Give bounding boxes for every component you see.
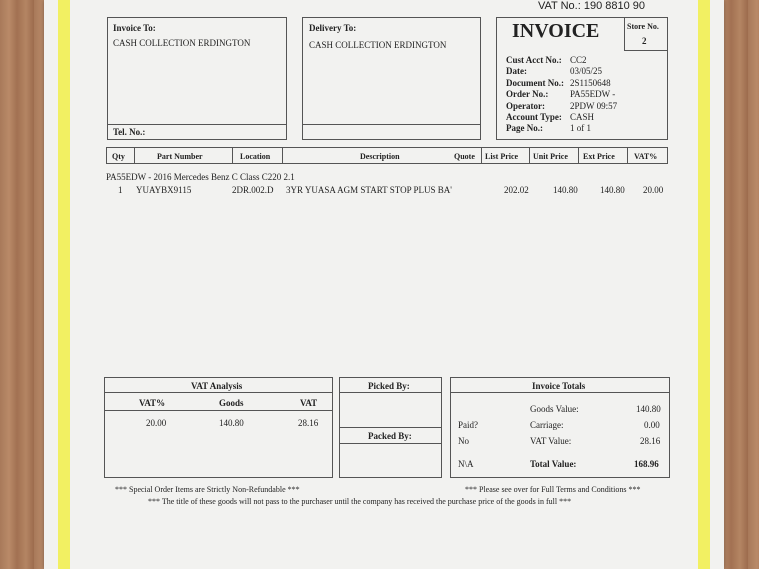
left-yellow-stripe [58,0,70,569]
item-description: 3YR YUASA AGM START STOP PLUS BA' [286,185,452,195]
col-ext-price: Ext Price [583,152,615,161]
invoice-to-divider [107,124,287,125]
vat-analysis-title: VAT Analysis [191,381,243,391]
vat-value-label: VAT Value: [530,436,572,446]
store-value: 2 [642,36,647,46]
goods-value-label: Goods Value: [530,404,579,414]
col-list-price: List Price [485,152,519,161]
delivery-to-label: Delivery To: [309,23,357,33]
totals-title-divider [450,392,670,393]
paid-label: Paid? [458,420,478,430]
detail-value-date: 03/05/25 [570,66,603,76]
na-text: N\A [458,459,474,469]
item-list-price: 202.02 [504,185,529,195]
col-divider-1 [134,147,135,164]
detail-value-order: PA55EDW - [570,89,616,99]
vat-analysis-title-divider [104,392,333,393]
col-divider-7 [627,147,628,164]
vat-analysis-vat-amount: 28.16 [298,418,319,428]
tel-label: Tel. No.: [113,127,146,137]
totals-title: Invoice Totals [532,381,586,391]
item-qty: 1 [118,185,123,195]
detail-label-order: Order No.: [506,89,549,99]
detail-label-cust: Cust Acct No.: [506,55,562,65]
col-divider-5 [529,147,530,164]
total-value-label: Total Value: [530,459,577,469]
vat-analysis-goods: 140.80 [219,418,244,428]
footer-left-note: *** Special Order Items are Strictly Non-Refundable *** [115,485,300,494]
packed-top-divider [339,427,442,428]
packed-by-label: Packed By: [368,431,412,441]
packed-divider [339,443,442,444]
vat-analysis-header-vat-amount: VAT [300,398,318,408]
vat-analysis-rate: 20.00 [146,418,167,428]
detail-label-page: Page No.: [506,123,543,133]
detail-value-document: 2S1150648 [570,78,611,88]
detail-value-page: 1 of 1 [570,123,591,133]
delivery-to-divider [302,124,481,125]
invoice-to-name: CASH COLLECTION ERDINGTON [113,38,251,48]
item-location: 2DR.002.D [232,185,274,195]
picked-by-label: Picked By: [368,381,410,391]
store-label: Store No. [627,22,659,31]
col-vat: VAT% [634,152,658,161]
paid-value: No [458,436,469,446]
vat-analysis-header-vat: VAT% [139,398,166,408]
detail-label-document: Document No.: [506,78,564,88]
detail-value-operator: 2PDW 09:57 [570,101,618,111]
detail-value-cust: CC2 [570,55,587,65]
picked-divider [339,392,442,393]
vat-number: VAT No.: 190 8810 90 [538,0,646,12]
footer-right-note: *** Please see over for Full Terms and Conditions *** [465,485,641,494]
item-part-number: YUAYBX9115 [136,185,192,195]
delivery-to-name: CASH COLLECTION ERDINGTON [309,40,447,50]
col-location: Location [240,152,271,161]
goods-value: 140.80 [636,404,661,414]
total-value: 168.96 [634,459,659,469]
col-divider-2 [232,147,233,164]
col-divider-6 [578,147,579,164]
col-divider-3 [282,147,283,164]
carriage-label: Carriage: [530,420,564,430]
delivery-to-box [302,17,481,140]
right-yellow-stripe [698,0,710,569]
footer-title-note: *** The title of these goods will not pass to the purchaser until the company has received the purchase price of the goods in full *** [148,497,572,506]
col-description: Description [360,152,400,161]
vat-analysis-header-divider [104,410,333,411]
invoice-to-box [107,17,287,140]
detail-label-operator: Operator: [506,101,545,111]
item-vat: 20.00 [643,185,664,195]
detail-value-account: CASH [570,112,595,122]
vehicle-line: PA55EDW - 2016 Mercedes Benz C Class C220 2.1 [106,172,295,182]
col-unit-price: Unit Price [533,152,568,161]
vat-value: 28.16 [640,436,661,446]
invoice-title: INVOICE [512,20,600,42]
item-ext-price: 140.80 [600,185,625,195]
col-quote: Quote [454,152,475,161]
invoice-to-label: Invoice To: [113,23,156,33]
detail-label-account: Account Type: [506,112,562,122]
detail-label-date: Date: [506,66,527,76]
col-part-number: Part Number [157,152,203,161]
col-divider-4 [481,147,482,164]
col-qty: Qty [112,152,125,161]
item-unit-price: 140.80 [553,185,578,195]
carriage-value: 0.00 [644,420,660,430]
vat-analysis-header-goods: Goods [219,398,244,408]
